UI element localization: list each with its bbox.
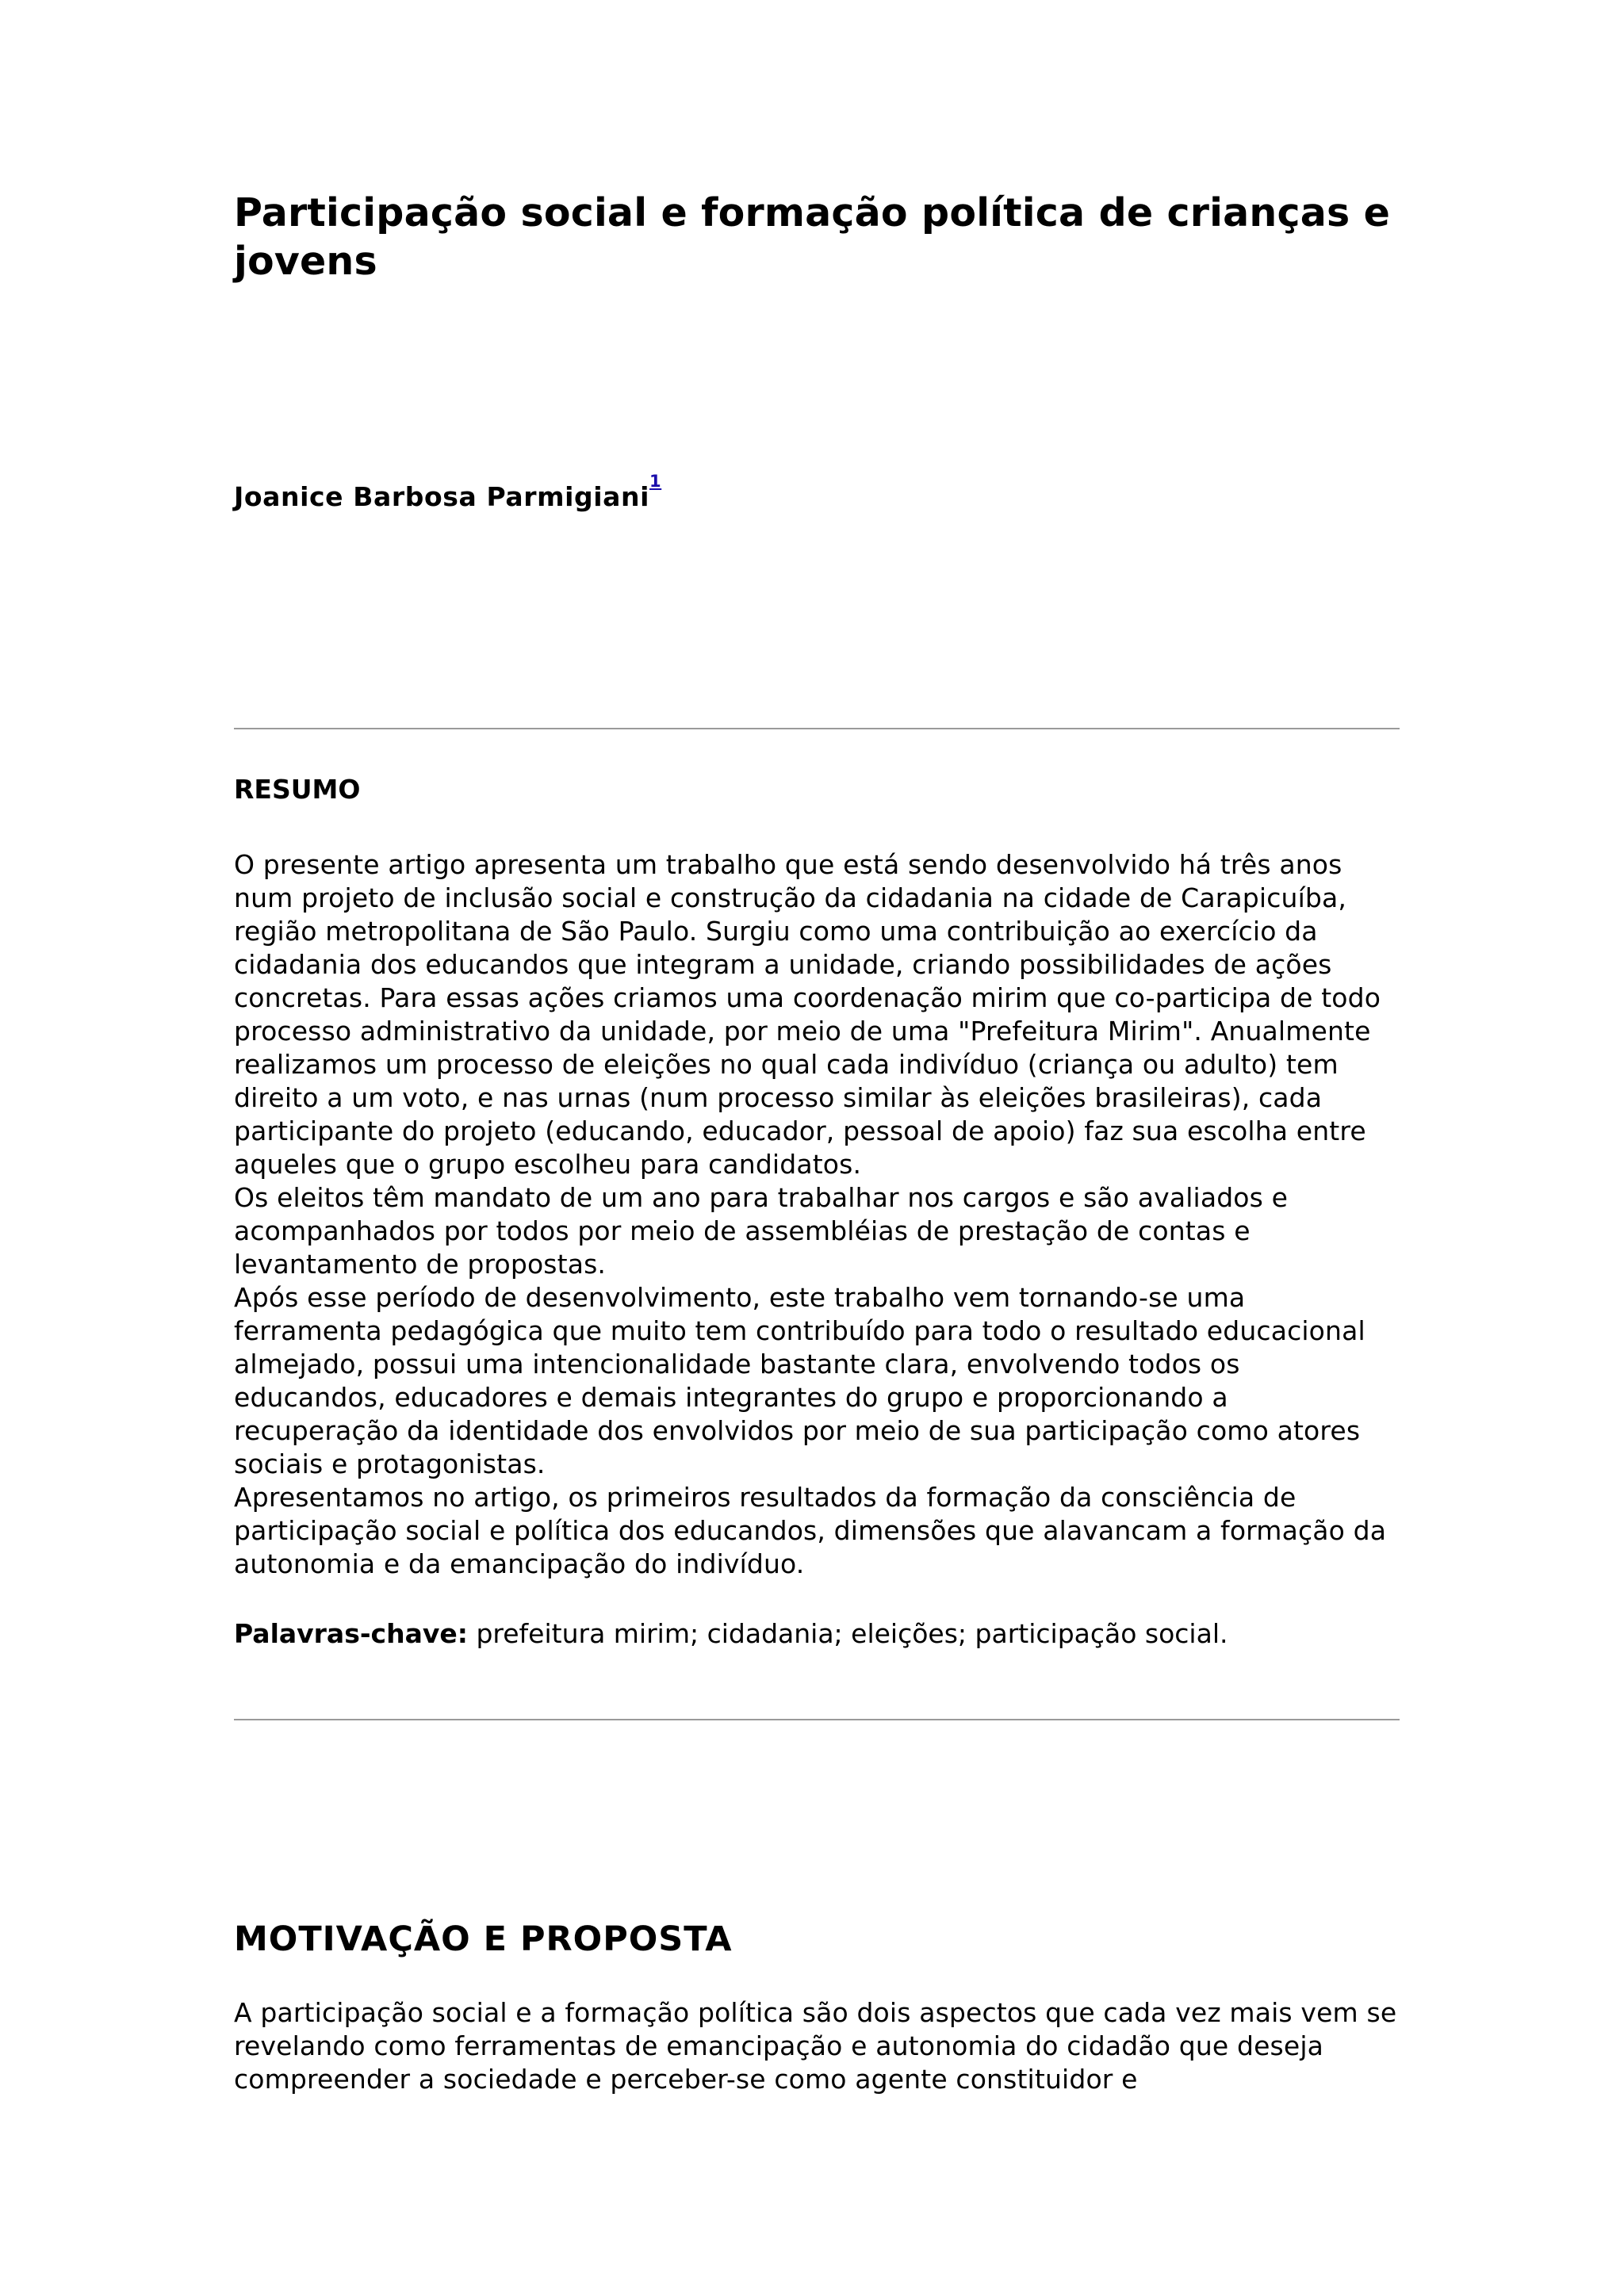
footnote-link[interactable]: 1 — [649, 472, 662, 491]
abstract-paragraph: Apresentamos no artigo, os primeiros resultados da formação da consciência de participação social e política dos educandos, dimensões que alavancam a formação da autonomia e da emancipação do indivíduo. — [234, 1482, 1387, 1579]
abstract-paragraph: Os eleitos têm mandato de um ano para trabalhar nos cargos e são avaliados e acompanhados por todos por meio de assembléias de prestação de contas e levantamento de propostas. — [234, 1182, 1289, 1280]
abstract-body — [234, 848, 1400, 1581]
article-title: Participação social e formação política de crianças e jovens — [234, 190, 1391, 284]
section-paragraph: A participação social e a formação política são dois aspectos que cada vez mais vem se revelando como ferramentas de emancipação e autonomia do cidadão que deseja compreender a sociedade e perceber-se como agente constituidor e — [234, 1997, 1397, 2095]
abstract-paragraph: O presente artigo apresenta um trabalho que está sendo desenvolvido há três anos num projeto de inclusão social e construção da cidadania na cidade de Carapicuíba, região metropolitana de São Paulo. Surgiu como uma contribuição ao exercício da cidadania dos educandos que integram a unidade, criando possibilidades de ações concretas. Para essas ações criamos uma coordenação mirim que co-participa de todo processo administrativo da unidade, por meio de uma "Prefeitura Mirim". Anualmente realizamos um processo de eleições no qual cada indivíduo (criança ou adulto) tem direito a um voto, e nas urnas (num processo similar às eleições brasileiras), cada participante do projeto (educando, educador, pessoal de apoio) faz sua escolha entre aqueles que o grupo escolheu para candidatos. — [234, 849, 1381, 1180]
author-line — [234, 473, 661, 513]
section-divider-top — [234, 728, 1400, 729]
section-divider-bottom — [234, 1719, 1400, 1720]
keywords-label: Palavras-chave: — [234, 1618, 468, 1649]
keywords-text: prefeitura mirim; cidadania; eleições; participação social. — [476, 1618, 1228, 1649]
abstract-paragraph: Após esse período de desenvolvimento, este trabalho vem tornando-se uma ferramenta pedagógica que muito tem contribuído para todo o resultado educacional almejado, possui uma intencionalidade bastante clara, envolvendo todos os educandos, educadores e demais integrantes do grupo e proporcionando a recuperação da identidade dos envolvidos por meio de sua participação como atores sociais e protagonistas. — [234, 1282, 1365, 1479]
section-heading: MOTIVAÇÃO E PROPOSTA — [234, 1919, 733, 1959]
author-name: Joanice Barbosa Parmigiani — [234, 481, 649, 512]
author-footnote-ref — [649, 472, 662, 502]
keywords-line — [234, 1617, 1228, 1651]
abstract-heading: RESUMO — [234, 774, 361, 805]
